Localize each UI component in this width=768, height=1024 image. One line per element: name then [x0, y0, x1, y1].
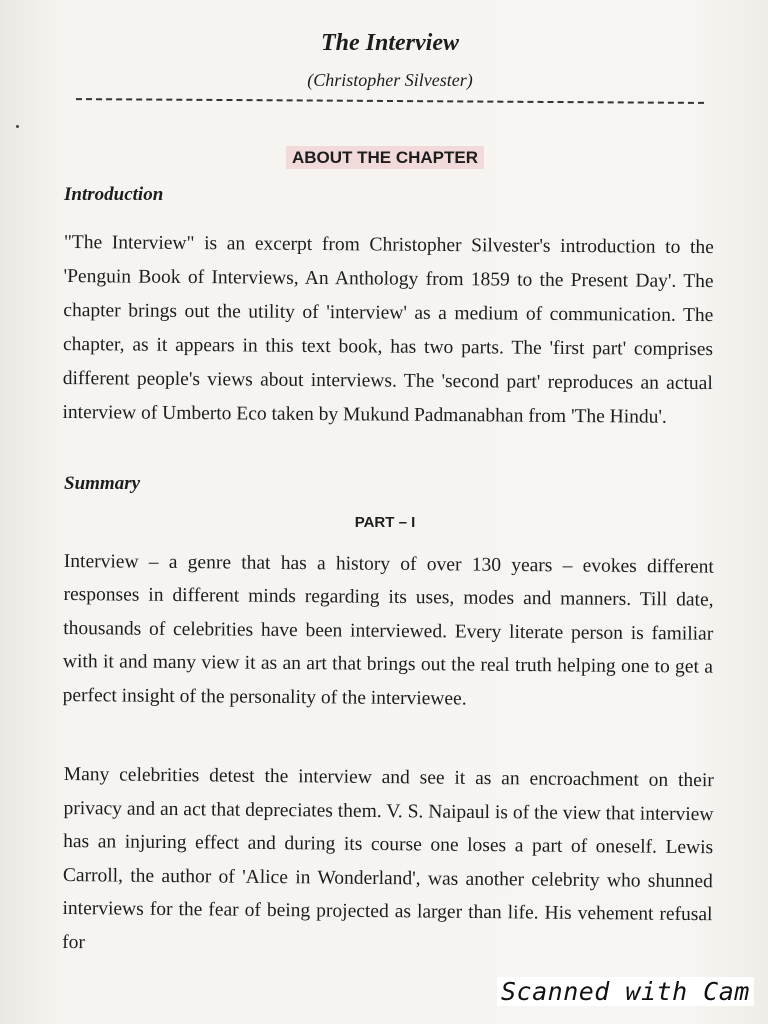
scan-speck — [16, 125, 19, 128]
summary-paragraph-1: Interview – a genre that has a history of over 130 years – evokes different responses in different minds regarding its uses, modes and manners. Till date, thousands of celebrities have been interviewed. Every literate person is familiar with it and many view it as an art that brings out the real truth helping one to get a perfect insight of the personality of the interviewee. — [62, 550, 714, 710]
introduction-heading: Introduction — [64, 184, 164, 205]
chapter-author: (Christopher Silvester) — [307, 70, 473, 90]
summary-paragraph-2: Many celebrities detest the interview and see it as an encroachment on their privacy and an act that depreciates them. V. S. Naipaul is of the view that interview has an injuring effect and during its course one loses a part of oneself. Lewis Carroll, the author of 'Alice in Wonderland', was another celebrity who shunned interviews for the fear of being projected as larger than life. His vehement refusal for — [62, 763, 714, 954]
summary-heading: Summary — [64, 473, 141, 494]
section-heading-label: ABOUT THE CHAPTER — [286, 146, 484, 169]
introduction-paragraph: "The Interview" is an excerpt from Christopher Silvester's introduction to the 'Penguin Book of Interviews, An Anthology from 1859 to the Present Day'. The chapter brings out the utility of 'interview' as a medium of communication. The chapter, as it appears in this text book, has two parts. The 'first part' comprises different people's views about interviews. The 'second part' reproduces an actual interview of Umberto Eco taken by Mukund Padmanabhan from 'The Hindu'. — [62, 231, 714, 428]
dashed-divider — [76, 98, 704, 104]
chapter-title: The Interview — [321, 30, 459, 56]
scanner-watermark: Scanned with Cam — [497, 977, 754, 1006]
section-heading — [0, 148, 768, 168]
part-heading: PART – I — [354, 514, 416, 531]
